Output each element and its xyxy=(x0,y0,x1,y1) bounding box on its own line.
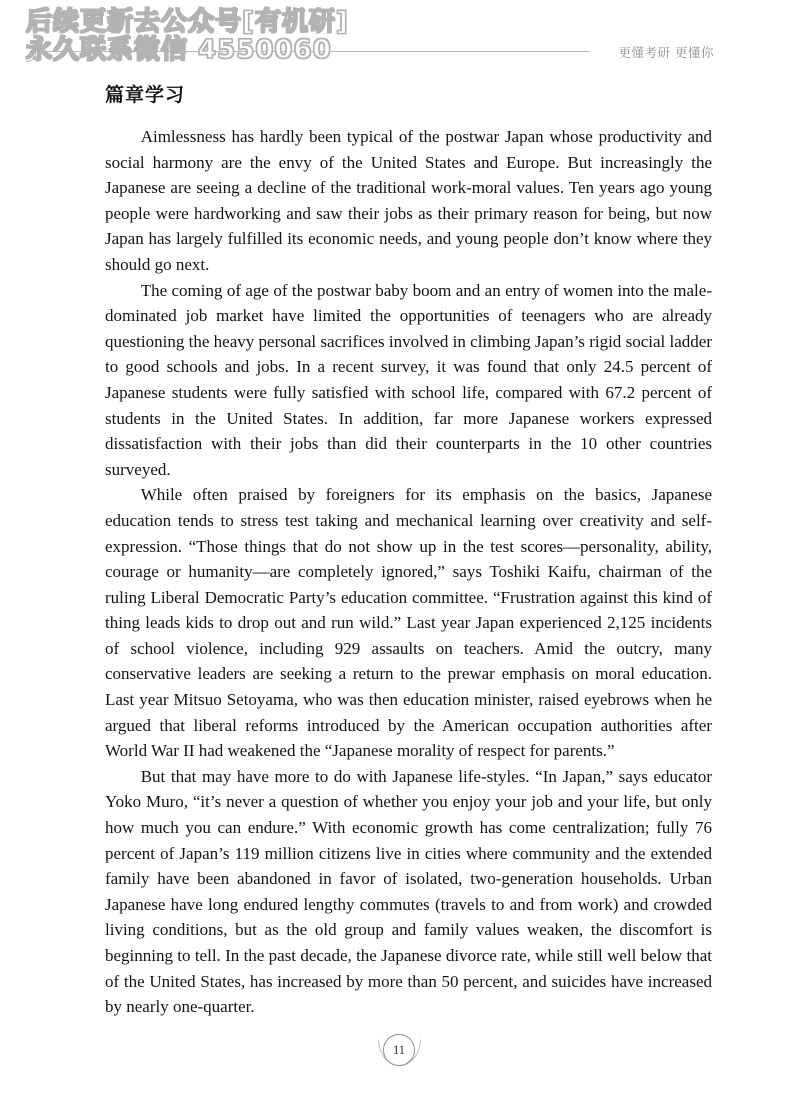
watermark-line-2: 永久联系微信 4550060 xyxy=(26,35,332,66)
watermark-line-1: 后续更新去公众号[有机研] xyxy=(26,7,349,37)
page-number-badge xyxy=(383,1034,417,1068)
header-tagline: 更懂考研 更懂你 xyxy=(618,45,714,60)
body-paragraph: Aimlessness has hardly been typical of the postwar Japan whose productivity and social harmony are the envy of the United States and Europe. But increasingly the Japanese are seeing a decline of the traditional work-moral values. Ten years ago young people were hardworking and saw their jobs as their primary reason for being, but now Japan has largely fulfilled its economic needs, and young people don’t know where they should go next. xyxy=(105,127,712,274)
page-footer xyxy=(0,1026,800,1082)
page-number: 11 xyxy=(392,1043,406,1057)
header-rule-cap-icon xyxy=(26,44,36,62)
header-divider xyxy=(30,51,590,52)
page-header xyxy=(0,0,800,80)
body-paragraph: While often praised by foreigners for its emphasis on the basics, Japanese education tends to stress test taking and mechanical learning over creativity and self-expression. “Those things that do not show up in the test scores—personality, ability, courage or humanity—are completely ignored,” says Toshiki Kaifu, chairman of the ruling Liberal Democratic Party’s education committee. “Frustration against this kind of thing leads kids to drop out and run wild.” Last year Japan experienced 2,125 incidents of school violence, including 929 assaults on teachers. Amid the outcry, many conservative leaders are seeking a return to the prewar emphasis on moral education. Last year Mitsuo Setoyama, who was then education minister, raised eyebrows when he argued that liberal reforms introduced by the American occupation authorities after World War II had weakened the “Japanese morality of respect for parents.” xyxy=(105,485,712,761)
body-paragraph: But that may have more to do with Japanese life-styles. “In Japan,” says educator Yoko Muro, “it’s never a question of whether you enjoy your job and your life, but only how much you can endure.” With economic growth has come centralization; fully 76 percent of Japan’s 119 million citizens live in cities where community and the extended family have been abandoned in favor of isolated, two-generation households. Urban Japanese have long endured lengthy commutes (travels to and from work) and crowded living conditions, but as the old group and family values weaken, the discomfort is beginning to tell. In the past decade, the Japanese divorce rate, while still well below that of the United States, has increased by more than 50 percent, and suicides have increased by nearly one-quarter. xyxy=(105,766,712,1017)
page-content xyxy=(105,80,712,1020)
body-paragraph: The coming of age of the postwar baby boom and an entry of women into the male-dominated job market have limited the opportunities of teenagers who are already questioning the heavy personal sacrifices involved in climbing Japan’s rigid social ladder to good schools and jobs. In a recent survey, it was found that only 24.5 percent of Japanese students were fully satisfied with school life, compared with 67.2 percent of students in the United States. In addition, far more Japanese workers expressed dissatisfaction with their jobs than did their counterparts in the 10 other countries surveyed. xyxy=(105,280,712,479)
section-title: 篇章学习 xyxy=(105,84,186,106)
